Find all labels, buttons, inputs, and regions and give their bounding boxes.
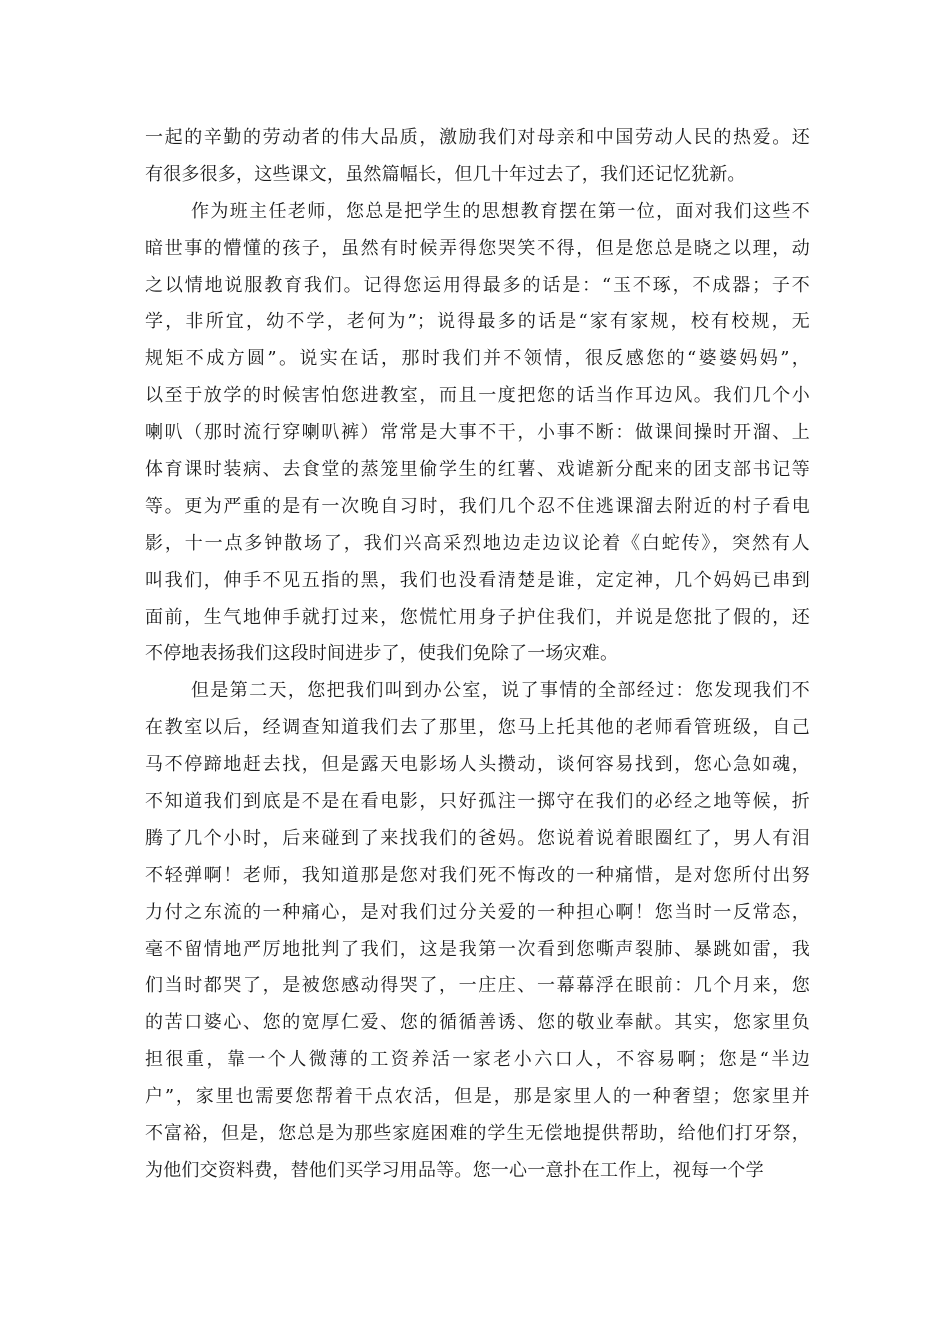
text-line: 的苦口婆心、您的宽厚仁爱、您的循循善诱、您的敬业奉献。其实，您家里负	[145, 1012, 810, 1034]
text-line: 喇叭（那时流行穿喇叭裤）常常是大事不干，小事不断：做课间操时开溜、上	[145, 422, 810, 444]
text-line: 但是第二天，您把我们叫到办公室，说了事情的全部经过：您发现我们不	[191, 680, 810, 702]
text-line: 不轻弹啊！老师，我知道那是您对我们死不悔改的一种痛惜，是对您所付出努	[145, 864, 810, 886]
text-line: 等。更为严重的是有一次晚自习时，我们几个忍不住逃课溜去附近的村子看电	[145, 495, 810, 517]
text-line: 有很多很多，这些课文，虽然篇幅长，但几十年过去了，我们还记忆犹新。	[145, 163, 746, 185]
text-line: 不富裕，但是，您总是为那些家庭困难的学生无偿地提供帮助，给他们打牙祭，	[145, 1123, 810, 1145]
text-line: 力付之东流的一种痛心，是对我们过分关爱的一种担心啊！您当时一反常态，	[145, 901, 810, 923]
text-line: 毫不留情地严厉地批判了我们，这是我第一次看到您嘶声裂肺、暴跳如雷，我	[145, 938, 810, 960]
text-line: 之以情地说服教育我们。记得您运用得最多的话是：“玉不琢，不成器；子不	[145, 274, 810, 296]
body-text	[145, 120, 810, 1190]
text-line: 担很重，靠一个人微薄的工资养活一家老小六口人，不容易啊；您是“半边	[145, 1049, 810, 1071]
text-line: 体育课时装病、去食堂的蒸笼里偷学生的红薯、戏谑新分配来的团支部书记等	[145, 459, 810, 481]
text-line: 影，十一点多钟散场了，我们兴高采烈地边走边议论着《白蛇传》，突然有人	[145, 532, 810, 554]
text-line: 不停地表扬我们这段时间进步了，使我们免除了一场灾难。	[145, 643, 619, 665]
text-line: 规矩不成方圆”。说实在话，那时我们并不领情，很反感您的“婆婆妈妈”，	[145, 348, 810, 370]
text-line: 学，非所宜，幼不学，老何为”；说得最多的话是“家有家规，校有校规，无	[145, 311, 810, 333]
text-line: 们当时都哭了，是被您感动得哭了，一庄庄、一幕幕浮在眼前：几个月来，您	[145, 975, 810, 997]
text-line: 叫我们，伸手不见五指的黑，我们也没看清楚是谁，定定神，几个妈妈已串到	[145, 569, 810, 591]
text-line: 不知道我们到底是不是在看电影，只好孤注一掷守在我们的必经之地等候，折	[145, 791, 810, 813]
text-line: 户”，家里也需要您帮着干点农活，但是，那是家里人的一种奢望；您家里并	[145, 1086, 810, 1108]
text-line: 为他们交资料费，替他们买学习用品等。您一心一意扑在工作上，视每一个学	[145, 1159, 764, 1181]
text-line: 面前，生气地伸手就打过来，您慌忙用身子护住我们，并说是您批了假的，还	[145, 606, 810, 628]
text-line: 一起的辛勤的劳动者的伟大品质，激励我们对母亲和中国劳动人民的热爱。还	[145, 127, 810, 148]
text-line: 马不停蹄地赶去找，但是露天电影场人头攒动，谈何容易找到，您心急如魂，	[145, 754, 810, 776]
text-line: 腾了几个小时，后来碰到了来找我们的爸妈。您说着说着眼圈红了，男人有泪	[145, 827, 810, 849]
text-line: 在教室以后，经调查知道我们去了那里，您马上托其他的老师看管班级，自己	[145, 717, 810, 739]
text-line: 以至于放学的时候害怕您进教室，而且一度把您的话当作耳边风。我们几个小	[145, 385, 810, 407]
text-line: 暗世事的懵懂的孩子，虽然有时候弄得您哭笑不得，但是您总是晓之以理，动	[145, 237, 810, 259]
text-line: 作为班主任老师，您总是把学生的思想教育摆在第一位，面对我们这些不	[191, 200, 810, 222]
